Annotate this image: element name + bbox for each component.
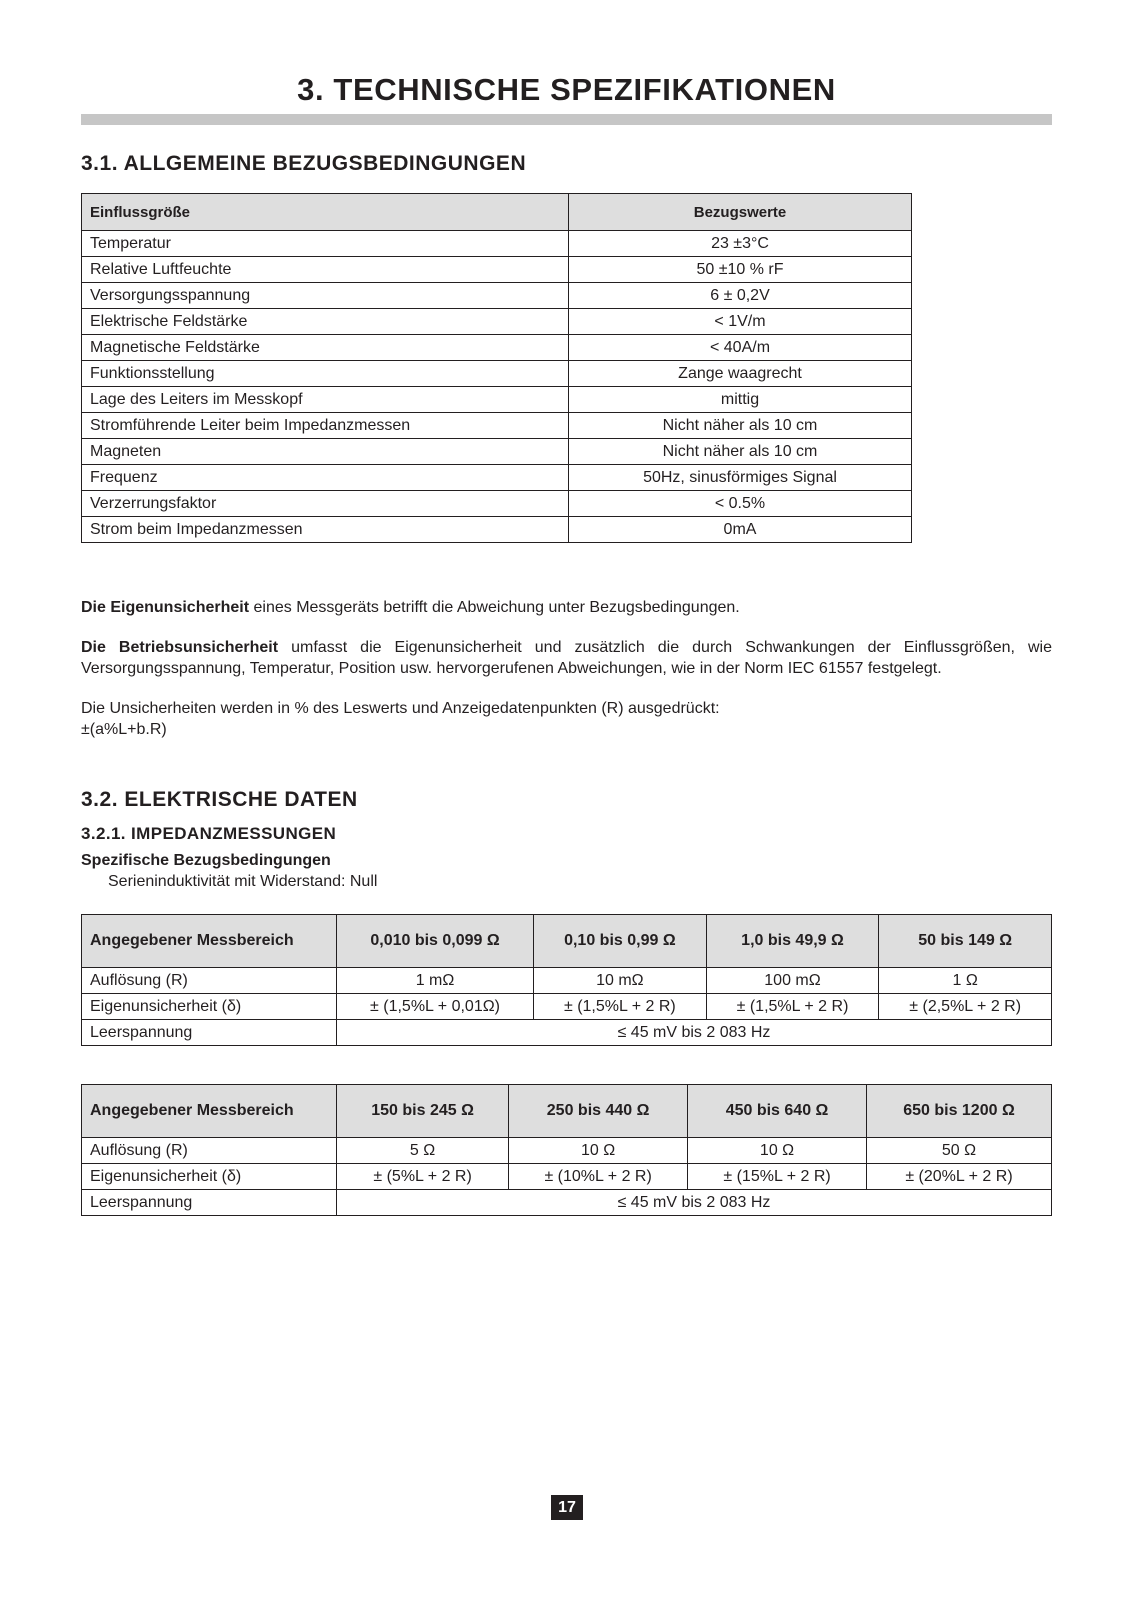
- reference-value: < 40A/m: [569, 335, 912, 361]
- table-row: [82, 1190, 1052, 1216]
- row-label: Leerspannung: [82, 1190, 337, 1216]
- paragraph-text: eines Messgeräts betrifft die Abweichung unter Bezugsbedingungen.: [249, 599, 740, 616]
- column-header: Bezugswerte: [569, 194, 912, 231]
- reference-value: Nicht näher als 10 cm: [569, 439, 912, 465]
- influence-quantity: Verzerrungsfaktor: [82, 491, 569, 517]
- column-header: 650 bis 1200 Ω: [866, 1085, 1051, 1138]
- influence-quantity: Versorgungsspannung: [82, 283, 569, 309]
- row-label: Eigenunsicherheit (δ): [82, 1164, 337, 1190]
- bold-term: Die Betriebsunsicherheit: [81, 639, 279, 656]
- paragraph-text: umfasst die Eigenunsicherheit und zusätzlich die durch Schwankungen der Einflussgrößen, wie Versorgungsspannung, Temperatur, Position usw. hervorgerufenen Abweichungen, wie in der Norm IEC 61557 festgelegt.: [81, 639, 1053, 677]
- column-header: 250 bis 440 Ω: [509, 1085, 688, 1138]
- reference-value: Zange waagrecht: [569, 361, 912, 387]
- column-header: 50 bis 149 Ω: [879, 915, 1052, 968]
- column-header: 150 bis 245 Ω: [337, 1085, 509, 1138]
- table-cell: 100 mΩ: [706, 968, 879, 994]
- table-row: [82, 491, 912, 517]
- row-label: Leerspannung: [82, 1020, 337, 1046]
- table-row: [82, 465, 912, 491]
- table-cell: ± (10%L + 2 R): [509, 1164, 688, 1190]
- reference-value: 50Hz, sinusförmiges Signal: [569, 465, 912, 491]
- table-cell: 10 Ω: [688, 1138, 867, 1164]
- table-row: [82, 413, 912, 439]
- section-heading-3-1: 3.1. ALLGEMEINE BEZUGSBEDINGUNGEN: [81, 152, 527, 175]
- table-cell: 10 mΩ: [534, 968, 707, 994]
- column-header: 0,10 bis 0,99 Ω: [534, 915, 707, 968]
- table-row: [82, 1138, 1052, 1164]
- table-cell: ± (1,5%L + 2 R): [534, 994, 707, 1020]
- influence-quantity: Stromführende Leiter beim Impedanzmessen: [82, 413, 569, 439]
- paragraph-operating-uncertainty: [81, 637, 1052, 679]
- paragraph-text: Die Unsicherheiten werden in % des Leswerts und Anzeigedatenpunkten (R) ausgedrückt:: [81, 700, 720, 717]
- reference-value: 23 ±3°C: [569, 231, 912, 257]
- section-heading-3-2: 3.2. ELEKTRISCHE DATEN: [81, 788, 358, 811]
- formula-text: ±(a%L+b.R): [81, 721, 167, 738]
- table-cell: 10 Ω: [509, 1138, 688, 1164]
- paragraph-uncertainty-expression: [81, 698, 1052, 740]
- table-cell: ± (20%L + 2 R): [866, 1164, 1051, 1190]
- table-row: [82, 231, 912, 257]
- bold-term: Die Eigenunsicherheit: [81, 599, 250, 616]
- table-row: [82, 439, 912, 465]
- table-cell: 5 Ω: [337, 1138, 509, 1164]
- table-cell: ≤ 45 mV bis 2 083 Hz: [337, 1190, 1052, 1216]
- table-header-row: [82, 1085, 1052, 1138]
- influence-quantity: Magnetische Feldstärke: [82, 335, 569, 361]
- impedance-table-high-ranges: [81, 1084, 1052, 1216]
- table-row: [82, 283, 912, 309]
- influence-quantity: Lage des Leiters im Messkopf: [82, 387, 569, 413]
- reference-value: < 0.5%: [569, 491, 912, 517]
- table-row: [82, 257, 912, 283]
- table-row: [82, 387, 912, 413]
- reference-value: 50 ±10 % rF: [569, 257, 912, 283]
- row-label: Auflösung (R): [82, 1138, 337, 1164]
- influence-quantity: Funktionsstellung: [82, 361, 569, 387]
- row-label: Eigenunsicherheit (δ): [82, 994, 337, 1020]
- row-label: Auflösung (R): [82, 968, 337, 994]
- table-row: [82, 335, 912, 361]
- table-header-row: [82, 915, 1052, 968]
- table-row: [82, 1020, 1052, 1046]
- table-row: [82, 309, 912, 335]
- table-row: [82, 994, 1052, 1020]
- table-cell: ± (15%L + 2 R): [688, 1164, 867, 1190]
- influence-quantity: Relative Luftfeuchte: [82, 257, 569, 283]
- column-header: 450 bis 640 Ω: [688, 1085, 867, 1138]
- table-header-row: [82, 194, 912, 231]
- table-cell: 1 Ω: [879, 968, 1052, 994]
- influence-quantity: Strom beim Impedanzmessen: [82, 517, 569, 543]
- reference-value: Nicht näher als 10 cm: [569, 413, 912, 439]
- influence-quantity: Temperatur: [82, 231, 569, 257]
- column-header: Angegebener Messbereich: [82, 915, 337, 968]
- reference-value: 6 ± 0,2V: [569, 283, 912, 309]
- reference-value: 0mA: [569, 517, 912, 543]
- table-cell: 1 mΩ: [337, 968, 534, 994]
- title-underline: [81, 114, 1052, 125]
- column-header: 1,0 bis 49,9 Ω: [706, 915, 879, 968]
- conditions-text: Serieninduktivität mit Widerstand: Null: [108, 873, 378, 890]
- table-row: [82, 1164, 1052, 1190]
- influence-quantity: Elektrische Feldstärke: [82, 309, 569, 335]
- table-cell: ± (5%L + 2 R): [337, 1164, 509, 1190]
- impedance-table-low-ranges: [81, 914, 1052, 1046]
- table-row: [82, 968, 1052, 994]
- page-title: 3. TECHNISCHE SPEZIFIKATIONEN: [297, 72, 836, 107]
- table-cell: ± (1,5%L + 0,01Ω): [337, 994, 534, 1020]
- subsection-heading-3-2-1: 3.2.1. IMPEDANZMESSUNGEN: [81, 824, 337, 843]
- table-cell: 50 Ω: [866, 1138, 1051, 1164]
- table-cell: ± (2,5%L + 2 R): [879, 994, 1052, 1020]
- page-number: 17: [551, 1495, 583, 1520]
- paragraph-intrinsic-uncertainty: [81, 597, 1052, 618]
- influence-quantity: Frequenz: [82, 465, 569, 491]
- influence-quantity: Magneten: [82, 439, 569, 465]
- column-header: 0,010 bis 0,099 Ω: [337, 915, 534, 968]
- conditions-label: Spezifische Bezugsbedingungen: [81, 852, 331, 869]
- reference-value: mittig: [569, 387, 912, 413]
- column-header: Angegebener Messbereich: [82, 1085, 337, 1138]
- table-cell: ≤ 45 mV bis 2 083 Hz: [337, 1020, 1052, 1046]
- table-row: [82, 361, 912, 387]
- table-cell: ± (1,5%L + 2 R): [706, 994, 879, 1020]
- table-row: [82, 517, 912, 543]
- reference-value: < 1V/m: [569, 309, 912, 335]
- column-header: Einflussgröße: [82, 194, 569, 231]
- reference-conditions-table: [81, 193, 912, 543]
